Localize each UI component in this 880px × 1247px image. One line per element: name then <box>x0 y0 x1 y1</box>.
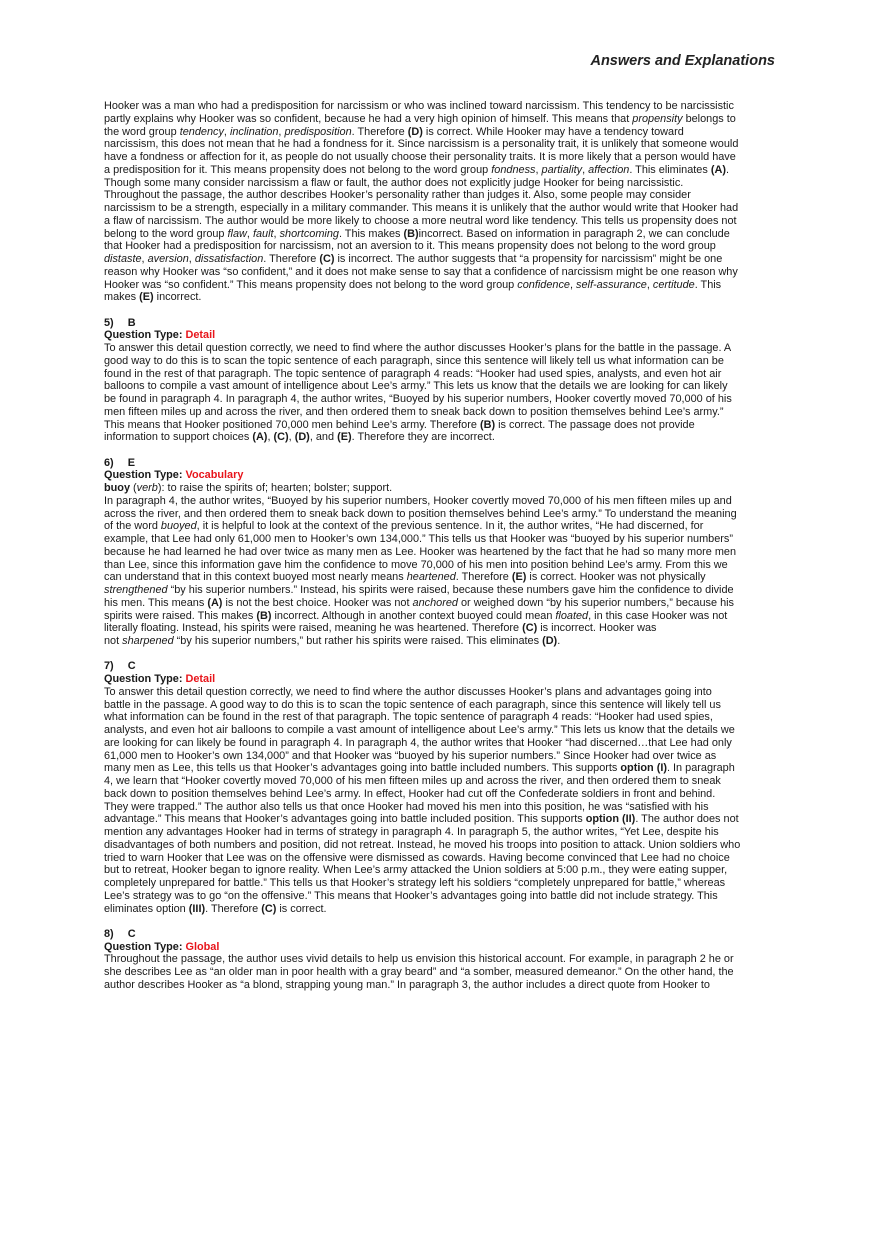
question-type <box>104 941 784 954</box>
text-line <box>104 597 784 610</box>
correct-answer: E <box>127 456 135 469</box>
text-line <box>104 393 784 406</box>
text-line <box>104 164 784 177</box>
text-run: of the word <box>104 520 161 533</box>
text-run: because he had learned he had over twice as many men as Lee. Hooker was heartened by the fact that he had so many more men <box>104 545 737 558</box>
italic-text: distaste <box>104 253 142 265</box>
text-run: , <box>535 163 542 176</box>
text-run: be found in paragraph 4. In paragraph 4, the author writes, “Buoyed by his superior numbers, Hooker covertly moved 70,000 of his <box>104 393 732 405</box>
question-type-label: Question Type: <box>104 673 186 685</box>
italic-text: tendency <box>179 125 224 138</box>
text-line <box>104 151 784 164</box>
text-run: ( <box>130 482 137 494</box>
italic-text: anchored <box>412 596 458 609</box>
italic-text: certitude <box>652 278 695 291</box>
text-run: narcissism to be a strength, especially in a military commander. This means it is unlikely that the author would write that Hooker had <box>104 202 739 214</box>
bold-text: option (I) <box>620 762 667 775</box>
bold-text: (B) <box>256 609 272 622</box>
text-line <box>104 635 784 648</box>
text-line <box>104 711 784 724</box>
text-line <box>104 826 784 839</box>
text-line <box>104 813 784 826</box>
text-run: analysts, and even hot air balloons to compile a vast amount of intelligence about Lee’s army.” This lets us know that the details we <box>104 724 735 736</box>
text-run: Hooker was “so confident.” This means propensity does not belong to the word group <box>104 278 518 291</box>
text-run: is incorrect. Hooker was <box>537 622 657 635</box>
text-run: is correct. <box>276 902 327 915</box>
text-run: “by his superior numbers,” but rather his spirits were raised. This eliminates <box>173 635 543 647</box>
bold-text: (E) <box>511 571 527 584</box>
text-run: . This eliminates <box>629 163 711 176</box>
question-type-value: Global <box>185 940 220 953</box>
text-run: , and <box>309 431 338 444</box>
bold-text: (D) <box>542 635 558 647</box>
text-run: In paragraph 4, the author writes, “Buoyed by his superior numbers, Hooker covertly moved 70,000 of his men fifteen miles up and <box>104 494 732 507</box>
italic-text: fondness <box>491 163 536 176</box>
text-line <box>104 291 784 304</box>
correct-answer: C <box>127 927 136 940</box>
text-line <box>104 266 784 279</box>
bold-text: (A) <box>710 163 726 176</box>
text-line <box>104 903 784 916</box>
text-line <box>104 113 784 126</box>
answer-sections <box>104 317 784 992</box>
text-run: eliminates option <box>104 902 189 915</box>
text-run: are looking for can likely be found in paragraph 4. In paragraph 4, the author writes that Hooker “had discerned…that Lee had only <box>104 736 732 749</box>
text-run: 4, we learn that “Hooker covertly moved 70,000 of his men fifteen miles up and across the river, and then ordered them to sneak <box>104 775 721 787</box>
text-run: found in the rest of that paragraph. The topic sentence of paragraph 4 reads: “Hooker had used spies, analysts, and even hot air <box>104 367 722 380</box>
question-type <box>104 469 784 482</box>
text-run: , it is helpful to look at the context of the previous sentence. In it, the author writes, “He had discerned, for <box>196 520 704 533</box>
bold-text: option (II) <box>585 813 636 826</box>
text-line <box>104 138 784 151</box>
document-body <box>104 100 784 992</box>
text-run: balloons to compile a vast amount of intelligence about Lee’s army.” This lets us know that the details we are looking for can likely <box>104 380 728 393</box>
text-run: ): to raise the spirits of; hearten; bolster; support. <box>157 482 393 494</box>
text-line <box>104 546 784 559</box>
text-line <box>104 215 784 228</box>
text-run: Lee’s strategy was to go “on the offensive.” This means that Hooker’s advantages going into battle did not include strategy. This <box>104 889 718 902</box>
question-type <box>104 329 784 342</box>
question-number: 6) <box>104 456 114 469</box>
bold-text: (C) <box>261 902 277 915</box>
text-run: tried to warn Hooker that Lee was on the offensive were dismissed as cowards. Having become convinced that Lee had no choice <box>104 851 730 864</box>
text-line <box>104 979 784 992</box>
italic-text: strengthened <box>104 584 168 596</box>
explanation-text <box>104 953 784 991</box>
text-line <box>104 419 784 432</box>
bold-text: (B) <box>479 418 496 431</box>
bold-text: (D) <box>407 125 423 138</box>
text-run: belongs to <box>682 112 736 125</box>
text-line <box>104 953 784 966</box>
text-run: . <box>725 163 729 176</box>
text-run: . Therefore <box>455 571 512 584</box>
text-run: have a fondness or affection for it, as people do not usually choose their personality traits. It is more likely that a person would have <box>104 151 736 163</box>
explanation-text <box>104 686 784 916</box>
answer-section <box>104 457 784 648</box>
text-line <box>104 508 784 521</box>
text-run: , <box>246 227 253 240</box>
text-run: . Therefore <box>205 902 262 915</box>
explanation-text <box>104 482 784 648</box>
text-line <box>104 762 784 775</box>
text-run: spirits were raised. This makes <box>104 609 257 622</box>
text-run: partly explains why Hooker was so confident, because he had a very high opinion of himself. This means that <box>104 112 633 125</box>
text-run: mention any advantages Hooker had in terms of strategy in paragraph 4. In paragraph 5, the author writes, “Yet Lee, despite his <box>104 826 719 838</box>
text-run: Hooker was a man who had a predisposition for narcissism or who was inclined toward narcissism. This tendency to be narcissistic <box>104 100 734 112</box>
text-run: , <box>141 253 148 265</box>
text-run: , in this case Hooker was not <box>588 609 728 622</box>
text-run: They were trapped.” The author also tells us that once Hooker had moved his men into this position, he was “satisfied with his <box>104 800 709 813</box>
text-run: “by his superior numbers.” Instead, his spirits were raised, because these numbers gave him the confidence to divide <box>167 584 734 596</box>
answer-section <box>104 928 784 992</box>
question-type-label: Question Type: <box>104 469 186 482</box>
text-run: incorrect. Although in another context buoyed could mean <box>271 609 556 622</box>
italic-text: verb <box>136 482 158 494</box>
text-line <box>104 355 784 368</box>
text-line <box>104 240 784 253</box>
text-run: This means that Hooker positioned 70,000 men behind Lee’s army. Therefore <box>104 418 480 431</box>
text-run: narcissism, this does not mean that he had a fondness for it. Since narcissism is a personality trait, it is unlikely that someone would <box>104 138 739 151</box>
italic-text: dissatisfaction <box>194 253 264 265</box>
text-line <box>104 228 784 241</box>
italic-text: confidence <box>517 278 570 291</box>
text-run: belong to the word group <box>104 227 228 240</box>
text-run: . The author does not <box>635 813 739 826</box>
text-run: , <box>569 278 577 291</box>
italic-text: fault <box>252 227 274 240</box>
text-run: , <box>288 431 295 444</box>
bold-text: buoy <box>104 482 131 494</box>
bold-text: (A) <box>252 431 268 444</box>
text-run: what information can be found in the rest of that paragraph. The topic sentence of paragraph 4 reads: “Hooker had used spies, <box>104 711 713 724</box>
text-run: she describes Lee as “an older man in poor health with a gray beard” and “a somber, measured demeanor.” On the other hand, the <box>104 966 734 978</box>
text-line <box>104 622 784 635</box>
intro-paragraph <box>104 100 784 304</box>
text-run: is correct. While Hooker may have a tendency toward <box>422 125 684 138</box>
text-line <box>104 406 784 419</box>
text-line <box>104 852 784 865</box>
text-run: . This makes <box>338 227 404 240</box>
text-run: across the river, and then ordered them to sneak back down to position themselves behind Lee’s army.” To understand the meaning <box>104 507 737 520</box>
italic-text: aversion <box>147 253 189 265</box>
text-line <box>104 126 784 139</box>
italic-text: inclination <box>229 125 279 138</box>
italic-text: buoyed <box>160 520 197 533</box>
bold-text: (C) <box>319 253 335 265</box>
italic-text: propensity <box>632 112 683 125</box>
text-run: disadvantages of both numbers and position, did not retreat. Instead, he moved his troops into position to attack. Union soldiers who <box>104 838 741 851</box>
question-type-label: Question Type: <box>104 940 186 953</box>
text-run: battle in the passage. A good way to do this is to scan the topic sentence of each paragraph, since this sentence will likely tell us <box>104 698 721 711</box>
question-number: 8) <box>104 927 114 940</box>
question-number-answer <box>104 660 784 673</box>
text-run: To answer this detail question correctly, we need to find where the author discusses Hooker’s plans for the battle in the passage. A <box>104 342 732 354</box>
text-run: a flaw of narcissism. The author would be more likely to choose a more neutral word like tendency. This tells us propensity does not <box>104 214 737 227</box>
text-line <box>104 877 784 890</box>
text-run: , <box>582 163 589 176</box>
text-run: incorrect. <box>153 291 202 304</box>
text-run: is correct. The passage does not provide <box>495 418 695 431</box>
bold-text: (B) <box>403 227 419 240</box>
bold-text: (A) <box>207 596 223 609</box>
italic-text: sharpened <box>122 635 174 647</box>
text-run: his men. This means <box>104 596 208 609</box>
answer-section <box>104 660 784 915</box>
question-number-answer <box>104 317 784 330</box>
text-run: back down to position themselves behind Lee’s army. In effect, Hooker had cut off the Confederate soldiers in front and behind. <box>104 787 716 800</box>
italic-text: flaw <box>227 227 247 240</box>
text-run: completely unprepared for battle.” This tells us that Hooker’s strategy left his soldiers “completely unprepared for battle,” whereas <box>104 877 726 889</box>
bold-text: (III) <box>188 902 206 915</box>
page-header-title: Answers and Explanations <box>590 53 775 69</box>
text-run: , <box>223 125 230 138</box>
text-line <box>104 431 784 444</box>
text-line <box>104 202 784 215</box>
text-line <box>104 788 784 801</box>
bold-text: (E) <box>337 431 352 444</box>
text-run: good way to do this is to scan the topic sentence of each paragraph, since this sentence will likely tell us what information can be <box>104 354 724 367</box>
text-line <box>104 737 784 750</box>
text-run: reason why Hooker was “so confident,” and it does not make sense to say that a confidence of narcissism might be one reason why <box>104 265 738 278</box>
text-line <box>104 482 784 495</box>
text-line <box>104 495 784 508</box>
text-line <box>104 750 784 763</box>
text-run: , <box>267 431 274 444</box>
text-line <box>104 775 784 788</box>
text-line <box>104 571 784 584</box>
italic-text: partiality <box>541 163 583 176</box>
text-run: . This <box>694 278 722 291</box>
text-line <box>104 724 784 737</box>
text-line <box>104 253 784 266</box>
text-line <box>104 177 784 190</box>
text-line <box>104 584 784 597</box>
question-number-answer <box>104 928 784 941</box>
text-line <box>104 533 784 546</box>
text-run: Though some many consider narcissism a flaw or fault, the author does not explicitly judge Hooker for being narcissistic. <box>104 176 684 189</box>
text-run: is correct. Hooker was not physically <box>526 571 706 584</box>
italic-text: self-assurance <box>576 278 647 291</box>
question-number: 7) <box>104 660 114 673</box>
question-type <box>104 673 784 686</box>
text-line <box>104 686 784 699</box>
text-run: . Therefore they are incorrect. <box>351 431 495 444</box>
text-run: Throughout the passage, the author uses vivid details to help us envision this historical account. For example, in paragraph 2 he or <box>104 953 734 966</box>
question-type-value: Detail <box>185 329 216 342</box>
text-run: or weighed down “by his superior numbers,” because his <box>457 596 734 609</box>
text-run: information to support choices <box>104 431 253 444</box>
italic-text: floated <box>555 609 589 622</box>
text-run: , <box>646 278 653 291</box>
italic-text: affection <box>588 163 630 176</box>
text-line <box>104 699 784 712</box>
italic-text: predisposition <box>284 125 352 138</box>
text-line <box>104 279 784 292</box>
explanation-text <box>104 342 784 444</box>
text-line <box>104 342 784 355</box>
text-run: incorrect. Based on information in paragraph 2, we can conclude <box>418 227 730 240</box>
text-run: a predisposition for it. This means propensity does not belong to the word group <box>104 163 492 176</box>
question-number-answer <box>104 457 784 470</box>
text-line <box>104 559 784 572</box>
text-run: . In paragraph <box>666 762 735 775</box>
text-run: Throughout the passage, the author describes Hooker’s personality rather than judges it. Also, some people may consider <box>104 189 691 202</box>
text-run: example, that Lee had only 61,000 men to Hooker’s own 134,000.” This tells us that Hooker was “buoyed by his superior numbers” <box>104 533 733 545</box>
text-run: . Therefore <box>351 125 408 138</box>
bold-text: (C) <box>522 622 538 635</box>
text-run: men fifteen miles up and across the river, and then ordered them to sneak back down to position themselves behind Lee’s army.” <box>104 405 724 418</box>
text-run: is incorrect. The author suggests that “a propensity for narcissism” might be one <box>334 253 723 265</box>
text-run: but to retreat, Hooker began to ignore reality. When Lee’s army attacked the Union soldiers at 5:00 p.m., they were eating supper, <box>104 864 728 877</box>
text-run: many men as Lee, this tells us that Hooker’s advantages going into battle included numbers. This supports <box>104 762 621 775</box>
text-run: not <box>104 635 123 647</box>
bold-text: (D) <box>294 431 310 444</box>
text-run: advantage.” This means that Hooker’s advantages going into battle included position. This supports <box>104 813 586 826</box>
text-run: 61,000 men to Hooker’s own 134,000” and that Hooker was “buoyed by his superior numbers.” Since Hooker had over twice as <box>104 749 717 762</box>
answer-section <box>104 317 784 445</box>
text-run: than Lee, since this information gave him the confidence to move 70,000 of his men into position behind Lee’s army. From this we <box>104 558 728 571</box>
text-run: makes <box>104 291 140 304</box>
text-line <box>104 890 784 903</box>
text-run: that Hooker had a predisposition for narcissism, not an aversion to it. This means propensity does not belong to the word group <box>104 240 716 253</box>
text-line <box>104 380 784 393</box>
text-run: , <box>273 227 280 240</box>
correct-answer: B <box>127 316 136 329</box>
text-line <box>104 839 784 852</box>
text-line <box>104 189 784 202</box>
correct-answer: C <box>127 660 136 673</box>
text-line <box>104 100 784 113</box>
text-run: is not the best choice. Hooker was not <box>222 596 413 609</box>
text-line <box>104 368 784 381</box>
text-line <box>104 801 784 814</box>
question-number: 5) <box>104 316 114 329</box>
text-run: literally floating. Instead, his spirits were raised, meaning he was heartened. Therefore <box>104 622 523 635</box>
text-line <box>104 966 784 979</box>
text-run: the word group <box>104 125 180 138</box>
text-line <box>104 520 784 533</box>
text-line <box>104 864 784 877</box>
text-run: To answer this detail question correctly, we need to find where the author discusses Hooker’s plans and advantages going into <box>104 685 712 698</box>
text-run: , <box>188 253 195 265</box>
text-run: author describes Hooker as “a blond, strapping young man.” In paragraph 3, the author includes a direct quote from Hooker to <box>104 978 710 991</box>
text-run: can understand that in this context buoyed most nearly means <box>104 571 407 584</box>
text-run: , <box>278 125 285 138</box>
italic-text: shortcoming <box>279 227 339 240</box>
bold-text: (C) <box>273 431 289 444</box>
question-type-value: Vocabulary <box>185 469 244 482</box>
italic-text: heartened <box>406 571 456 584</box>
text-line <box>104 610 784 623</box>
question-type-value: Detail <box>185 673 216 685</box>
text-run: . <box>557 635 561 647</box>
question-type-label: Question Type: <box>104 329 186 342</box>
text-run: . Therefore <box>263 253 320 265</box>
bold-text: (E) <box>139 291 154 304</box>
